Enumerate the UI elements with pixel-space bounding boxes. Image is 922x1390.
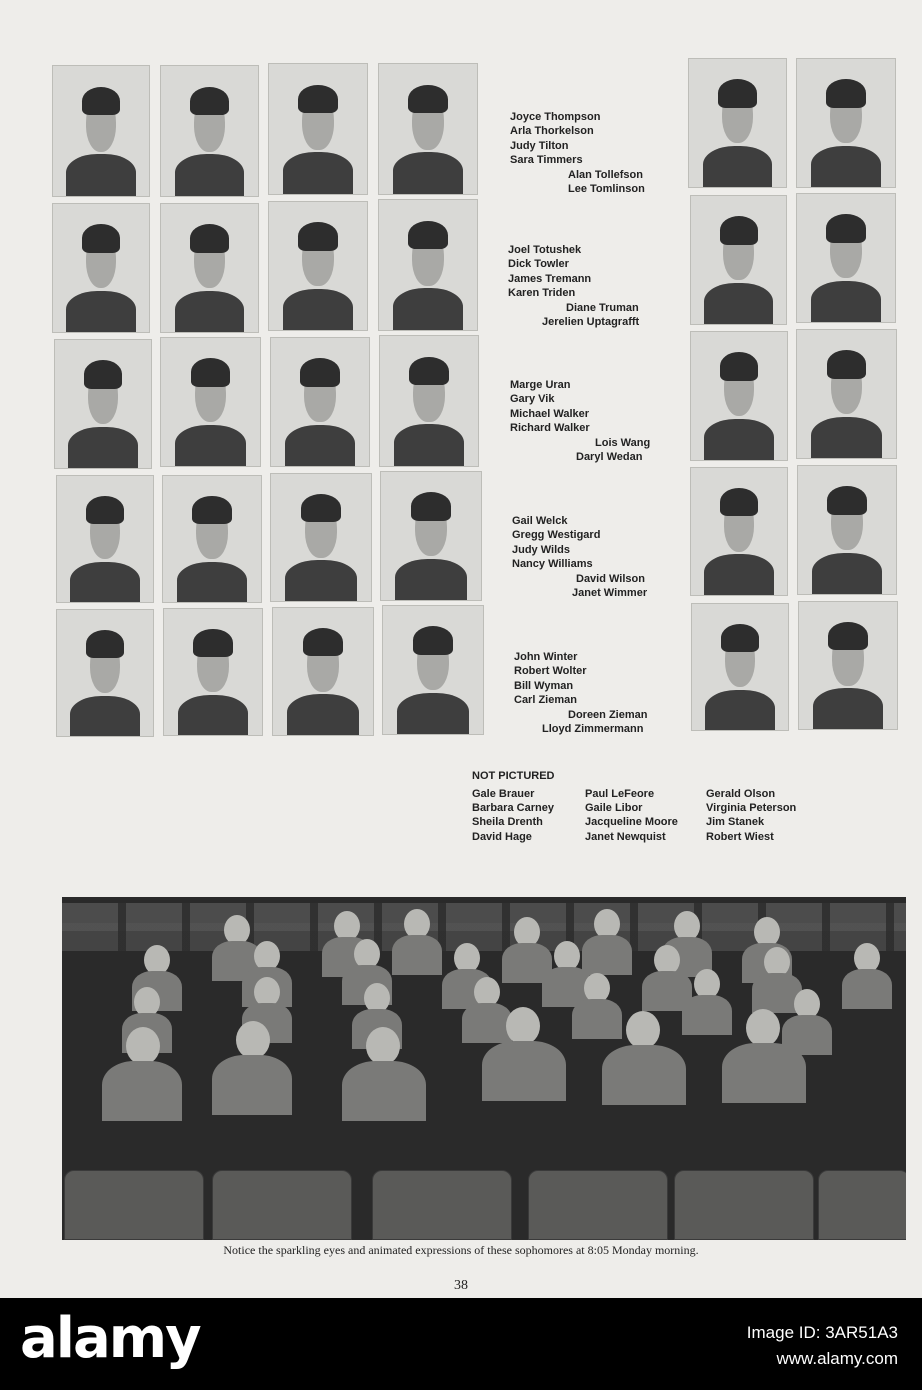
portrait-photo: [56, 609, 154, 737]
student-name: Karen Triden: [508, 287, 576, 300]
group-photo: [62, 897, 906, 1240]
student-name: Daryl Wedan: [576, 451, 643, 464]
portrait-photo: [268, 63, 368, 195]
student-name: Nancy Williams: [512, 558, 593, 571]
student-name: Jerelien Uptagrafft: [542, 316, 640, 329]
student-name: Marge Uran: [510, 379, 571, 391]
student-name: Lee Tomlinson: [568, 183, 645, 196]
portrait-photo: [52, 65, 150, 197]
portrait-photo: [382, 605, 484, 735]
group-photo-caption: Notice the sparkling eyes and animated expressions of these sophomores at 8:05 Monday morning.: [223, 1243, 699, 1257]
not-pictured-heading: NOT PICTURED: [472, 770, 555, 782]
portrait-photo: [378, 199, 478, 331]
student-name: Judy Wilds: [512, 543, 570, 556]
student-name: Dick Towler: [508, 258, 569, 271]
alamy-meta: [747, 1320, 898, 1372]
portrait-photo: [690, 331, 788, 461]
student-name: Lois Wang: [595, 436, 651, 449]
student-name: Gale Brauer: [472, 788, 535, 800]
name-list-row-1: [510, 110, 645, 196]
portrait-photo: [380, 471, 482, 601]
not-pictured-column: [472, 787, 554, 844]
student-name: Joel Totushek: [508, 244, 582, 256]
portrait-photo: [378, 63, 478, 195]
portrait-photo: [52, 203, 150, 333]
portrait-photo: [163, 608, 263, 736]
image-id-label: Image ID: 3AR51A3: [746, 1323, 898, 1342]
portrait-photo: [56, 475, 154, 603]
student-name: Barbara Carney: [472, 802, 554, 815]
portrait-photo: [691, 603, 789, 731]
name-list-row-4: [512, 514, 647, 600]
student-name: Alan Tollefson: [568, 168, 643, 181]
portrait-photo: [690, 467, 788, 596]
student-name: Robert Wolter: [514, 665, 587, 678]
student-name: Michael Walker: [510, 407, 590, 420]
student-name: Paul LeFeore: [585, 788, 655, 800]
student-name: James Tremann: [508, 272, 592, 285]
student-name: Sara Timmers: [510, 154, 583, 167]
portrait-photo: [160, 65, 259, 197]
student-name: Bill Wyman: [514, 679, 574, 692]
portrait-photo: [796, 329, 897, 459]
portrait-photo: [162, 475, 262, 603]
student-name: Judy Tilton: [510, 139, 569, 152]
student-name: Gaile Libor: [585, 802, 643, 815]
portrait-photo: [688, 58, 787, 188]
student-name: Jacqueline Moore: [585, 816, 678, 829]
not-pictured-column: [706, 787, 796, 844]
not-pictured-column: [585, 787, 678, 844]
student-name: Gregg Westigard: [512, 529, 601, 542]
site-url: www.alamy.com: [776, 1349, 898, 1368]
student-name: Arla Thorkelson: [510, 125, 594, 138]
portrait-photo: [160, 337, 261, 467]
student-name: Lloyd Zimmermann: [542, 723, 644, 736]
portrait-photo: [796, 193, 896, 323]
portrait-photo: [160, 203, 259, 333]
student-name: Sheila Drenth: [472, 816, 543, 829]
portrait-photo: [797, 465, 897, 595]
student-name: Janet Wimmer: [572, 587, 648, 600]
portrait-photo: [270, 473, 372, 602]
name-list-row-5: [514, 650, 647, 736]
student-name: Doreen Zieman: [568, 708, 648, 721]
student-name: Joyce Thompson: [510, 111, 601, 123]
portrait-photo: [54, 339, 152, 469]
portrait-photo: [272, 607, 374, 736]
portrait-photo: [379, 335, 479, 467]
student-name: Diane Truman: [566, 301, 639, 314]
student-name: Richard Walker: [510, 422, 590, 435]
student-name: Gerald Olson: [706, 788, 776, 800]
student-name: David Wilson: [576, 572, 645, 585]
alamy-logo: alamy: [20, 1306, 200, 1371]
name-list-row-3: [510, 378, 650, 464]
student-name: Janet Newquist: [585, 830, 666, 843]
portrait-photo: [270, 337, 370, 467]
name-list-row-2: [508, 243, 639, 329]
student-name: Virginia Peterson: [706, 802, 797, 815]
student-name: Gary Vik: [510, 393, 555, 406]
portrait-photo: [268, 201, 368, 331]
student-name: Gail Welck: [512, 515, 568, 527]
student-name: Jim Stanek: [706, 816, 765, 829]
portrait-photo: [690, 195, 787, 325]
portrait-photo: [796, 58, 896, 188]
student-name: David Hage: [472, 830, 532, 843]
student-name: John Winter: [514, 651, 578, 663]
student-name: Carl Zieman: [514, 694, 577, 707]
page-number: 38: [454, 1278, 468, 1293]
portrait-photo: [798, 601, 898, 730]
student-name: Robert Wiest: [706, 830, 774, 843]
